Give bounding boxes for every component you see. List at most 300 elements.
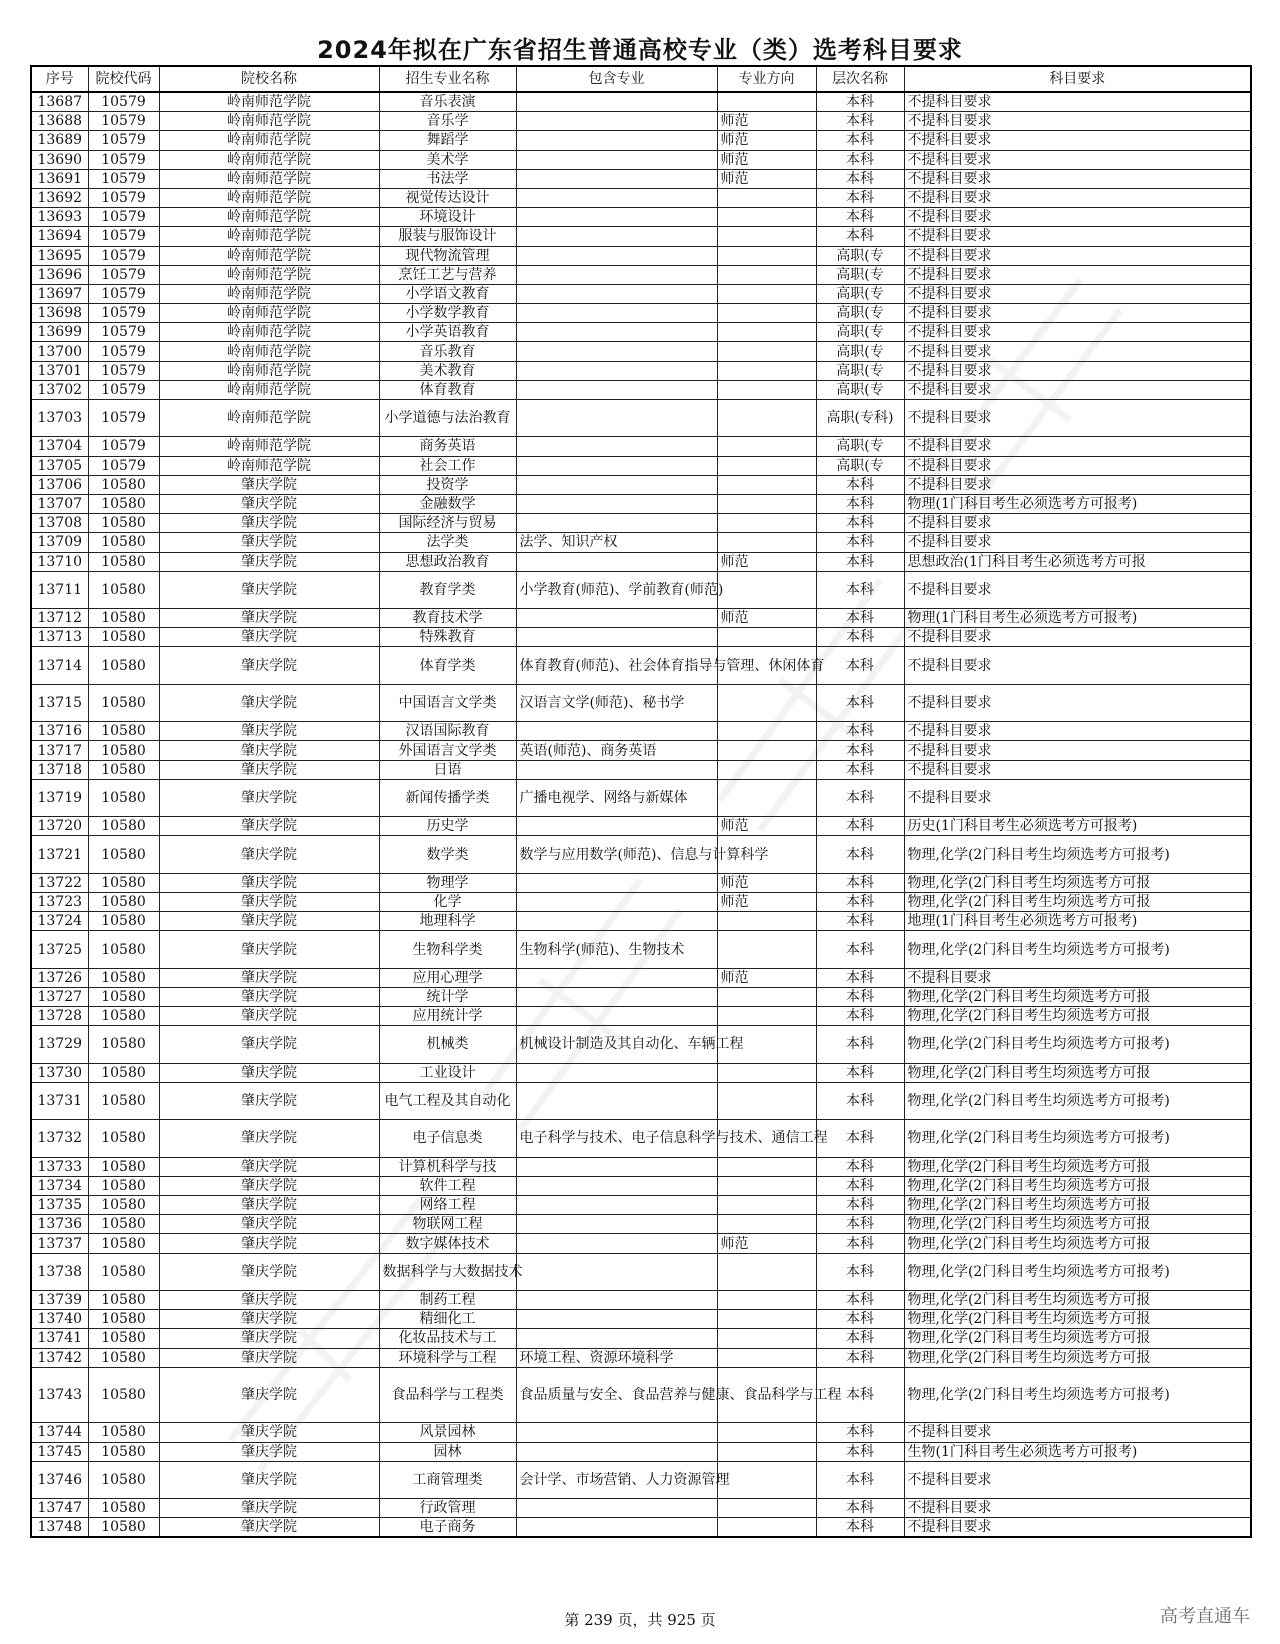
included-majors [516,609,717,628]
table-row [31,779,1251,816]
level-name: 高职(专 [816,437,904,456]
level-name: 高职(专 [816,284,904,303]
row-index: 13729 [31,1026,88,1063]
major-direction [717,188,816,207]
row-index: 13697 [31,284,88,303]
school-code: 10580 [88,475,159,494]
major-direction [717,1007,816,1026]
level-name: 本科 [816,836,904,873]
subject-requirement: 不提科目要求 [904,722,1251,741]
school-code: 10580 [88,779,159,816]
row-index: 13716 [31,722,88,741]
row-index: 13732 [31,1120,88,1157]
subject-requirement: 不提科目要求 [904,150,1251,169]
major-direction [717,1082,816,1119]
table-row [31,1367,1251,1423]
included-majors [516,380,717,399]
level-name: 本科 [816,169,904,188]
column-header: 序号 [31,66,88,92]
level-name: 本科 [816,533,904,552]
school-code: 10580 [88,741,159,760]
major-name: 环境科学与工程 [379,1348,516,1367]
row-index: 13700 [31,342,88,361]
table-row [31,912,1251,931]
major-name: 数字媒体技术 [379,1234,516,1253]
level-name: 高职(专 [816,246,904,265]
school-name: 岭南师范学院 [159,131,379,150]
major-name: 美术教育 [379,361,516,380]
school-code: 10580 [88,1007,159,1026]
row-index: 13721 [31,836,88,873]
school-code: 10580 [88,1026,159,1063]
major-direction [717,1196,816,1215]
row-index: 13748 [31,1518,88,1538]
school-code: 10579 [88,400,159,437]
level-name: 高职(专 [816,342,904,361]
subject-requirement: 不提科目要求 [904,1499,1251,1518]
school-name: 岭南师范学院 [159,169,379,188]
school-name: 肇庆学院 [159,1196,379,1215]
major-name: 音乐学 [379,112,516,131]
subject-requirement: 物理,化学(2门科目考生均须选考方可报考) [904,931,1251,968]
major-direction [717,1499,816,1518]
school-name: 岭南师范学院 [159,265,379,284]
level-name: 本科 [816,1215,904,1234]
level-name: 本科 [816,494,904,513]
major-name: 视觉传达设计 [379,188,516,207]
subject-requirement: 历史(1门科目考生必须选考方可报考) [904,817,1251,836]
included-majors: 数学与应用数学(师范)、信息与计算科学 [516,836,717,873]
major-name: 历史学 [379,817,516,836]
school-code: 10580 [88,609,159,628]
included-majors [516,131,717,150]
major-direction: 师范 [717,150,816,169]
school-code: 10580 [88,912,159,931]
table-row [31,227,1251,246]
school-name: 岭南师范学院 [159,304,379,323]
table-row [31,1234,1251,1253]
school-name: 肇庆学院 [159,1423,379,1442]
table-row [31,609,1251,628]
school-code: 10579 [88,323,159,342]
subject-requirement: 物理,化学(2门科目考生均须选考方可报 [904,1329,1251,1348]
subject-requirement: 不提科目要求 [904,760,1251,779]
row-index: 13745 [31,1442,88,1461]
level-name: 本科 [816,684,904,721]
subject-requirement: 生物(1门科目考生必须选考方可报考) [904,1442,1251,1461]
subject-requirement: 物理,化学(2门科目考生均须选考方可报 [904,1215,1251,1234]
school-name: 肇庆学院 [159,1063,379,1082]
major-direction [717,342,816,361]
school-code: 10580 [88,817,159,836]
row-index: 13695 [31,246,88,265]
included-majors [516,208,717,227]
subject-requirement: 不提科目要求 [904,1461,1251,1498]
table-row [31,1215,1251,1234]
row-index: 13744 [31,1423,88,1442]
major-name: 工商管理类 [379,1461,516,1498]
subject-requirement: 不提科目要求 [904,779,1251,816]
school-name: 肇庆学院 [159,647,379,684]
row-index: 13710 [31,552,88,571]
level-name: 本科 [816,931,904,968]
subject-requirement: 不提科目要求 [904,188,1251,207]
subject-requirement: 不提科目要求 [904,741,1251,760]
major-direction: 师范 [717,1234,816,1253]
major-name: 精细化工 [379,1310,516,1329]
row-index: 13705 [31,456,88,475]
major-name: 应用心理学 [379,968,516,987]
major-direction [717,931,816,968]
school-code: 10579 [88,188,159,207]
major-direction [717,684,816,721]
subject-requirement: 物理,化学(2门科目考生均须选考方可报考) [904,836,1251,873]
major-direction [717,741,816,760]
level-name: 本科 [816,552,904,571]
level-name: 本科 [816,1290,904,1309]
table-body [31,92,1251,1537]
major-name: 现代物流管理 [379,246,516,265]
included-majors [516,150,717,169]
included-majors: 生物科学(师范)、生物技术 [516,931,717,968]
major-name: 金融数学 [379,494,516,513]
level-name: 本科 [816,987,904,1006]
school-name: 肇庆学院 [159,1518,379,1538]
school-code: 10579 [88,361,159,380]
included-majors [516,1157,717,1176]
table-row [31,628,1251,647]
row-index: 13708 [31,514,88,533]
school-code: 10580 [88,1120,159,1157]
row-index: 13747 [31,1499,88,1518]
included-majors [516,494,717,513]
subject-requirement: 不提科目要求 [904,514,1251,533]
row-index: 13736 [31,1215,88,1234]
subject-requirement: 不提科目要求 [904,571,1251,608]
level-name: 高职(专 [816,456,904,475]
row-index: 13723 [31,892,88,911]
row-index: 13691 [31,169,88,188]
table-row [31,1063,1251,1082]
included-majors [516,456,717,475]
school-code: 10580 [88,1063,159,1082]
school-name: 肇庆学院 [159,1499,379,1518]
level-name: 本科 [816,571,904,608]
row-index: 13701 [31,361,88,380]
school-name: 肇庆学院 [159,571,379,608]
row-index: 13707 [31,494,88,513]
row-index: 13737 [31,1234,88,1253]
table-row [31,1026,1251,1063]
school-name: 岭南师范学院 [159,456,379,475]
level-name: 高职(专 [816,380,904,399]
level-name: 本科 [816,779,904,816]
column-header: 招生专业名称 [379,66,516,92]
row-index: 13740 [31,1310,88,1329]
level-name: 本科 [816,1253,904,1290]
row-index: 13738 [31,1253,88,1290]
major-name: 食品科学与工程类 [379,1367,516,1423]
major-name: 数据科学与大数据技术 [379,1253,516,1290]
row-index: 13687 [31,92,88,112]
level-name: 本科 [816,475,904,494]
level-name: 本科 [816,1063,904,1082]
school-name: 肇庆学院 [159,741,379,760]
major-direction [717,760,816,779]
row-index: 13727 [31,987,88,1006]
included-majors [516,873,717,892]
table-row [31,342,1251,361]
major-name: 化妆品技术与工 [379,1329,516,1348]
table-row [31,1082,1251,1119]
major-name: 数学类 [379,836,516,873]
included-majors: 环境工程、资源环境科学 [516,1348,717,1367]
table-row [31,1290,1251,1309]
school-code: 10580 [88,1196,159,1215]
included-majors: 食品质量与安全、食品营养与健康、食品科学与工程 [516,1367,717,1423]
table-row [31,400,1251,437]
major-name: 地理科学 [379,912,516,931]
school-name: 肇庆学院 [159,1367,379,1423]
included-majors [516,760,717,779]
school-code: 10580 [88,1290,159,1309]
row-index: 13714 [31,647,88,684]
school-name: 岭南师范学院 [159,246,379,265]
school-name: 肇庆学院 [159,1442,379,1461]
row-index: 13711 [31,571,88,608]
major-direction: 师范 [717,873,816,892]
major-name: 服装与服饰设计 [379,227,516,246]
row-index: 13728 [31,1007,88,1026]
school-code: 10579 [88,169,159,188]
row-index: 13731 [31,1082,88,1119]
major-name: 书法学 [379,169,516,188]
row-index: 13742 [31,1348,88,1367]
major-name: 小学数学教育 [379,304,516,323]
subject-requirement: 不提科目要求 [904,208,1251,227]
row-index: 13720 [31,817,88,836]
school-code: 10580 [88,1310,159,1329]
school-name: 肇庆学院 [159,817,379,836]
level-name: 本科 [816,1196,904,1215]
major-direction [717,571,816,608]
school-code: 10579 [88,380,159,399]
major-name: 小学语文教育 [379,284,516,303]
school-code: 10580 [88,873,159,892]
major-direction: 师范 [717,112,816,131]
major-name: 国际经济与贸易 [379,514,516,533]
subject-requirement: 物理,化学(2门科目考生均须选考方可报 [904,1196,1251,1215]
level-name: 本科 [816,628,904,647]
included-majors [516,968,717,987]
subject-requirement: 不提科目要求 [904,169,1251,188]
school-name: 肇庆学院 [159,1082,379,1119]
major-name: 新闻传播学类 [379,779,516,816]
included-majors: 电子科学与技术、电子信息科学与技术、通信工程 [516,1120,717,1157]
major-direction [717,1215,816,1234]
included-majors [516,92,717,112]
major-direction [717,323,816,342]
major-name: 音乐表演 [379,92,516,112]
subject-requirement: 不提科目要求 [904,342,1251,361]
major-name: 中国语言文学类 [379,684,516,721]
school-code: 10579 [88,246,159,265]
level-name: 高职(专 [816,265,904,284]
school-name: 岭南师范学院 [159,323,379,342]
table-row [31,475,1251,494]
row-index: 13733 [31,1157,88,1176]
school-name: 肇庆学院 [159,514,379,533]
school-code: 10580 [88,1082,159,1119]
included-majors [516,1423,717,1442]
school-code: 10579 [88,437,159,456]
school-code: 10579 [88,227,159,246]
included-majors: 机械设计制造及其自动化、车辆工程 [516,1026,717,1063]
school-name: 肇庆学院 [159,475,379,494]
row-index: 13722 [31,873,88,892]
table-row [31,1253,1251,1290]
major-name: 电子商务 [379,1518,516,1538]
level-name: 高职(专 [816,361,904,380]
included-majors [516,1329,717,1348]
included-majors [516,361,717,380]
subject-requirement: 物理,化学(2门科目考生均须选考方可报考) [904,1120,1251,1157]
table-row [31,112,1251,131]
subject-requirement: 物理,化学(2门科目考生均须选考方可报 [904,1063,1251,1082]
row-index: 13704 [31,437,88,456]
school-name: 肇庆学院 [159,779,379,816]
row-index: 13690 [31,150,88,169]
level-name: 本科 [816,1234,904,1253]
row-index: 13718 [31,760,88,779]
major-name: 小学道德与法治教育 [379,400,516,437]
subject-requirement: 不提科目要求 [904,628,1251,647]
school-code: 10580 [88,836,159,873]
level-name: 本科 [816,722,904,741]
level-name: 本科 [816,92,904,112]
major-direction [717,284,816,303]
level-name: 本科 [816,1007,904,1026]
school-code: 10580 [88,1348,159,1367]
included-majors: 小学教育(师范)、学前教育(师范) [516,571,717,608]
school-name: 肇庆学院 [159,1157,379,1176]
level-name: 本科 [816,741,904,760]
level-name: 本科 [816,1461,904,1498]
school-code: 10580 [88,1499,159,1518]
included-majors [516,304,717,323]
row-index: 13703 [31,400,88,437]
table-row [31,987,1251,1006]
row-index: 13734 [31,1176,88,1195]
school-name: 肇庆学院 [159,1290,379,1309]
school-code: 10580 [88,514,159,533]
table-row [31,1461,1251,1498]
included-majors [516,722,717,741]
level-name: 本科 [816,514,904,533]
row-index: 13696 [31,265,88,284]
major-name: 电子信息类 [379,1120,516,1157]
major-name: 计算机科学与技 [379,1157,516,1176]
subject-requirement: 不提科目要求 [904,284,1251,303]
school-name: 肇庆学院 [159,912,379,931]
row-index: 13693 [31,208,88,227]
school-name: 岭南师范学院 [159,437,379,456]
school-name: 肇庆学院 [159,987,379,1006]
included-majors [516,912,717,931]
school-name: 岭南师范学院 [159,342,379,361]
table-row [31,1348,1251,1367]
major-name: 体育学类 [379,647,516,684]
level-name: 本科 [816,1329,904,1348]
major-direction [717,304,816,323]
school-name: 肇庆学院 [159,609,379,628]
column-header: 包含专业 [516,66,717,92]
subject-requirement: 不提科目要求 [904,380,1251,399]
major-direction [717,1348,816,1367]
level-name: 本科 [816,873,904,892]
level-name: 本科 [816,1518,904,1538]
row-index: 13699 [31,323,88,342]
subject-requirement: 不提科目要求 [904,323,1251,342]
row-index: 13725 [31,931,88,968]
level-name: 本科 [816,1348,904,1367]
level-name: 高职(专 [816,323,904,342]
subject-requirement: 物理(1门科目考生必须选考方可报考) [904,609,1251,628]
table-row [31,741,1251,760]
school-code: 10579 [88,265,159,284]
major-direction [717,987,816,1006]
school-name: 岭南师范学院 [159,380,379,399]
major-name: 体育教育 [379,380,516,399]
major-direction [717,912,816,931]
school-name: 肇庆学院 [159,494,379,513]
included-majors [516,400,717,437]
included-majors [516,628,717,647]
subject-requirement: 思想政治(1门科目考生必须选考方可报 [904,552,1251,571]
table-row [31,1007,1251,1026]
subject-requirement: 物理,化学(2门科目考生均须选考方可报 [904,892,1251,911]
included-majors [516,227,717,246]
table-row [31,873,1251,892]
table-row [31,1196,1251,1215]
school-code: 10580 [88,1234,159,1253]
major-direction: 师范 [717,609,816,628]
row-index: 13692 [31,188,88,207]
major-name: 工业设计 [379,1063,516,1082]
included-majors: 英语(师范)、商务英语 [516,741,717,760]
level-name: 本科 [816,1310,904,1329]
level-name: 本科 [816,760,904,779]
table-row [31,1310,1251,1329]
included-majors [516,1196,717,1215]
major-direction [717,1176,816,1195]
table-row [31,684,1251,721]
school-code: 10579 [88,92,159,112]
row-index: 13741 [31,1329,88,1348]
level-name: 本科 [816,188,904,207]
school-name: 岭南师范学院 [159,188,379,207]
major-name: 汉语国际教育 [379,722,516,741]
row-index: 13719 [31,779,88,816]
subject-requirement: 不提科目要求 [904,131,1251,150]
major-direction [717,475,816,494]
major-name: 教育学类 [379,571,516,608]
column-header: 院校代码 [88,66,159,92]
subject-requirement: 不提科目要求 [904,437,1251,456]
included-majors [516,987,717,1006]
major-direction [717,1310,816,1329]
major-direction [717,361,816,380]
